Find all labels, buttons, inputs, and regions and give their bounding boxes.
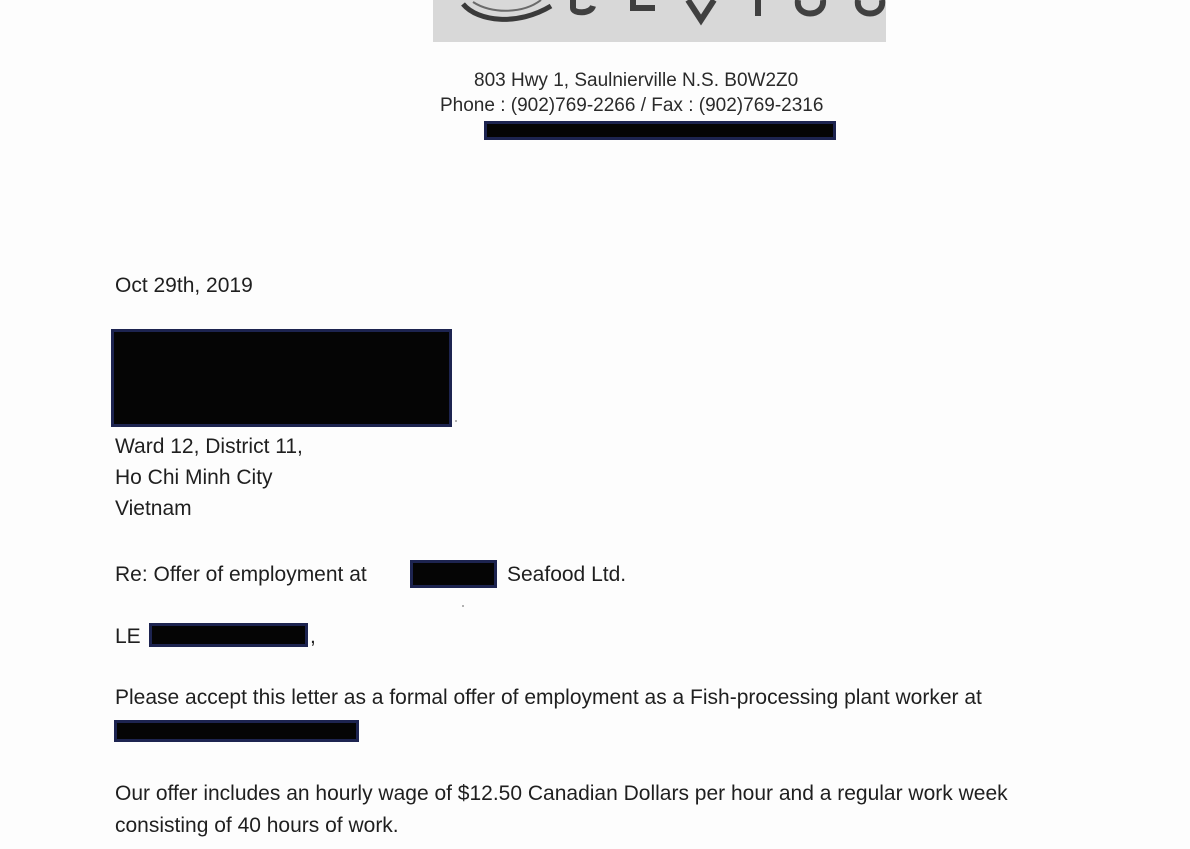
- redacted-recipient-name: [111, 329, 452, 427]
- redacted-company-name: [410, 560, 497, 588]
- subject-prefix: Re: Offer of employment at: [115, 563, 367, 586]
- company-logo: [433, 0, 886, 42]
- company-contact: Phone : (902)769-2266 / Fax : (902)769-2316: [440, 95, 824, 116]
- fish-swirl-logo-icon: [433, 0, 886, 42]
- paragraph1-line1: Please accept this letter as a formal offer of employment as a Fish-processing plant worker at: [115, 686, 982, 709]
- redacted-email: [484, 121, 836, 140]
- paragraph2-line2: consisting of 40 hours of work.: [115, 814, 399, 837]
- redacted-recipient-surname: [149, 623, 308, 647]
- letter-date: Oct 29th, 2019: [115, 274, 253, 297]
- scan-speck: [455, 420, 457, 422]
- subject-suffix: Seafood Ltd.: [507, 563, 627, 586]
- salutation-prefix: LE: [115, 625, 141, 648]
- recipient-address-line2: Ho Chi Minh City: [115, 466, 273, 489]
- recipient-address-line1: Ward 12, District 11,: [115, 435, 303, 458]
- redacted-employer-name: [114, 720, 359, 742]
- paragraph2-line1: Our offer includes an hourly wage of $12.50 Canadian Dollars per hour and a regular work week: [115, 782, 1008, 805]
- salutation-suffix: ,: [310, 625, 316, 648]
- recipient-address-line3: Vietnam: [115, 497, 192, 520]
- scan-speck: [462, 605, 464, 607]
- company-address: 803 Hwy 1, Saulnierville N.S. B0W2Z0: [474, 70, 799, 91]
